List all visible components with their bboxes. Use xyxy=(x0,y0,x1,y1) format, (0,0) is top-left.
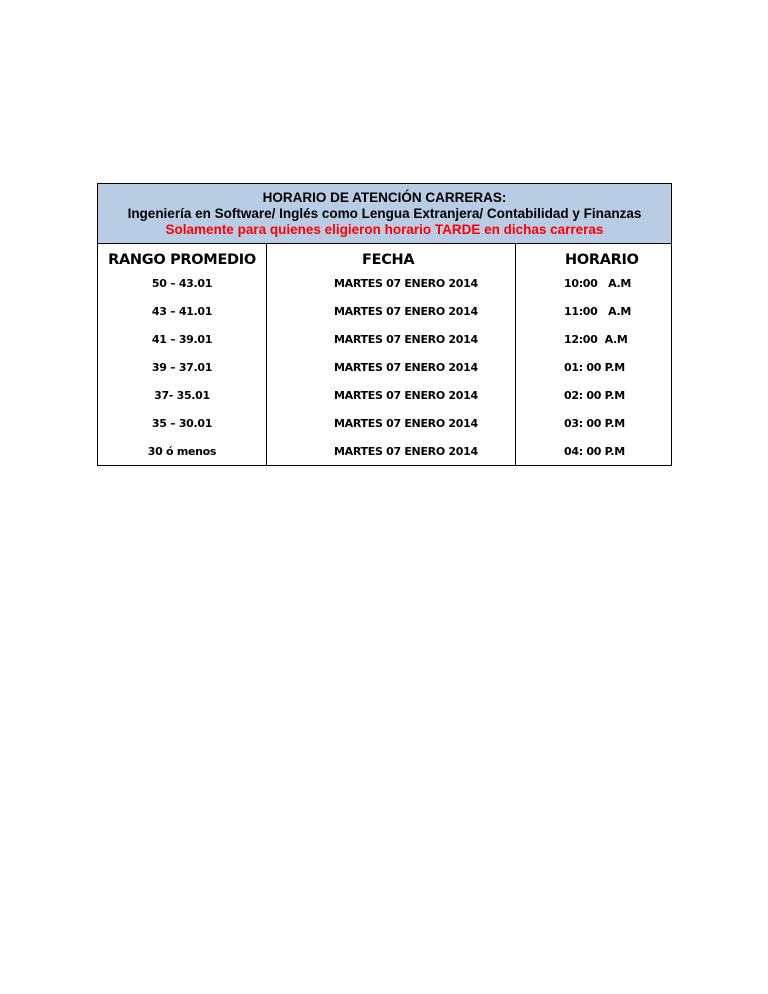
table-row xyxy=(98,269,672,297)
range-cell: 43 – 41.01 xyxy=(98,297,267,325)
date-cell: MARTES 07 ENERO 2014 xyxy=(267,409,516,437)
table-row xyxy=(98,381,672,409)
date-cell: MARTES 07 ENERO 2014 xyxy=(267,353,516,381)
range-cell: 30 ó menos xyxy=(98,437,267,466)
range-cell: 35 – 30.01 xyxy=(98,409,267,437)
time-cell: 12:00 A.M xyxy=(516,325,672,353)
date-cell: MARTES 07 ENERO 2014 xyxy=(267,437,516,466)
range-cell: 50 – 43.01 xyxy=(98,269,267,297)
banner-note: Solamente para quienes eligieron horario TARDE en dichas carreras xyxy=(165,221,604,237)
date-cell: MARTES 07 ENERO 2014 xyxy=(267,325,516,353)
time-cell: 11:00 A.M xyxy=(516,297,672,325)
date-cell: MARTES 07 ENERO 2014 xyxy=(267,381,516,409)
time-cell: 02: 00 P.M xyxy=(516,381,672,409)
range-cell: 37- 35.01 xyxy=(98,381,267,409)
banner-row xyxy=(98,184,672,244)
banner-careers: Ingeniería en Software/ Inglés como Lengua Extranjera/ Contabilidad y Finanzas xyxy=(127,205,642,221)
date-cell: MARTES 07 ENERO 2014 xyxy=(267,269,516,297)
banner-cell xyxy=(98,184,672,244)
table-row xyxy=(98,409,672,437)
banner-title: HORARIO DE ATENCIÓN CARRERAS: xyxy=(262,189,507,205)
table-row xyxy=(98,353,672,381)
time-cell: 03: 00 P.M xyxy=(516,409,672,437)
table-row xyxy=(98,325,672,353)
range-cell: 41 – 39.01 xyxy=(98,325,267,353)
table-row xyxy=(98,297,672,325)
time-cell: 01: 00 P.M xyxy=(516,353,672,381)
time-cell: 10:00 A.M xyxy=(516,269,672,297)
column-header-range: RANGO PROMEDIO xyxy=(98,244,267,270)
date-cell: MARTES 07 ENERO 2014 xyxy=(267,297,516,325)
column-header-date: FECHA xyxy=(267,244,516,270)
column-header-row xyxy=(98,244,672,270)
time-cell: 04: 00 P.M xyxy=(516,437,672,466)
column-header-time: HORARIO xyxy=(516,244,672,270)
schedule-table xyxy=(97,183,672,466)
table-row xyxy=(98,437,672,466)
range-cell: 39 – 37.01 xyxy=(98,353,267,381)
